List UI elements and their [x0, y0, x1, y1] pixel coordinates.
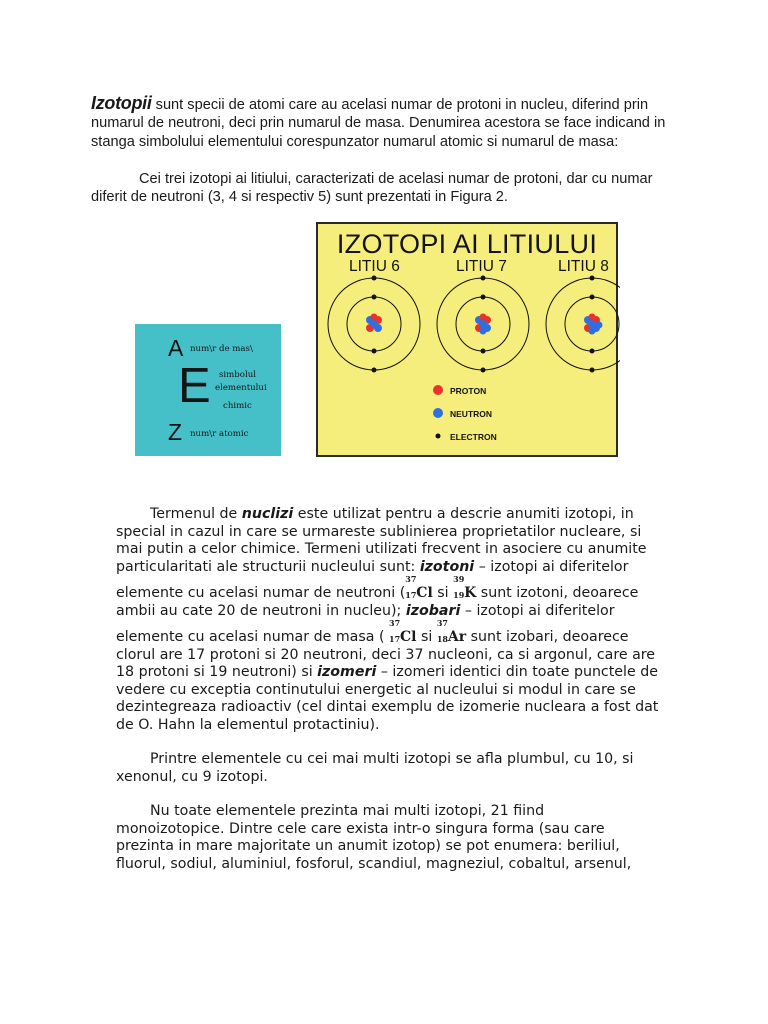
lithium-isotopes-figure [316, 222, 618, 457]
text: Nu toate elementele prezinta mai multi izotopi, 21 fiind [150, 803, 545, 819]
text: 18 protoni si 19 neutroni) si [116, 664, 318, 680]
text: xenonul, cu 9 izotopi. [116, 768, 268, 785]
text: si [416, 629, 437, 645]
isotope-label-li7: LITIU 7 [456, 258, 507, 275]
mass-number: 37 [436, 618, 448, 628]
nucleus-li6 [366, 314, 382, 333]
lithium-intro-paragraph [91, 170, 691, 207]
text: sunt izobari, deoarece [466, 629, 629, 645]
nucleus-li7 [475, 314, 491, 335]
atomic-number-label: num\r atomic [190, 429, 249, 439]
atomic-number: 17 [389, 634, 401, 644]
keyword-izomeri: izomeri [317, 664, 377, 680]
text: mai putin a celor chimice. Termeni utilizati frecvent in asociere cu anumite [116, 541, 647, 557]
intro-text: sunt specii de atomi care au acelasi numar de protoni in nucleu, diferind prin numarul de neutroni, deci prin numarul de masa. Denumirea acestora se face indicand in stanga simbolului elementului corespunzator numarul atomic si numarul de masa: [91, 97, 666, 150]
atom-li8 [546, 278, 620, 370]
text: si [432, 585, 454, 601]
isotope-label-li8: LITIU 8 [558, 258, 609, 275]
text: de O. Hahn la elementul protactiniu). [116, 716, 380, 733]
legend-neutron-icon [433, 408, 443, 418]
lithium-intro-text: Cei trei izotopi ai litiului, caracterizati de acelasi numar de protoni, dar cu numar diferit de neutroni (3, 4 si respectiv 5) sunt prezentati in Figura 2. [91, 171, 653, 206]
mass-number: 37 [389, 618, 401, 628]
legend-neutron-label: NEUTRON [450, 409, 493, 419]
text: – izotopi ai diferitelor [474, 558, 629, 575]
figure-title: IZOTOPI AI LITIULUI [336, 229, 598, 259]
atomic-number: 18 [436, 634, 448, 644]
atomic-number: 17 [405, 590, 417, 600]
atomic-number: 19 [453, 590, 465, 600]
mass-number: 37 [405, 574, 417, 584]
text: Termenul de [150, 506, 242, 522]
lead-paragraph [116, 751, 676, 786]
text: special in cazul in care se urmareste sublinierea proprietatilor nucleare, si [116, 523, 642, 540]
element-symbol: Cl [416, 585, 433, 601]
nucleus-li8 [584, 314, 603, 335]
text: prezinta in mare majoritate un anumit izotop) se pot enumera: beriliul, [116, 838, 620, 854]
text: fluorul, sodiul, aluminiul, fosforul, scandiul, magneziul, cobaltul, arsenul, [116, 855, 632, 872]
text: dezintegreaza radioactiv (cel dintai exemplu de izomerie nucleara a fost dat [116, 699, 659, 715]
text: ambii au cate 20 de neutroni in nucleu); [116, 602, 406, 619]
body-text [116, 506, 676, 873]
text: clorul are 17 protoni si 20 neutroni, deci 37 nucleoni, ca si argonul, care are [116, 646, 656, 663]
nuclide-cl37-b [389, 618, 417, 647]
legend-electron-icon [436, 434, 441, 439]
isotope-label-li6: LITIU 6 [349, 258, 400, 275]
text: vedere cu exceptia continutului energetic al nucleului si modul in care se [116, 681, 636, 698]
element-symbol-label-3: chimic [223, 401, 252, 411]
element-symbol: Ar [447, 629, 467, 645]
element-symbol: Cl [400, 629, 417, 645]
element-symbol-label-1: simbolul [219, 370, 257, 380]
legend-proton-icon [433, 385, 443, 395]
keyword-izobari: izobari [405, 602, 461, 619]
nuclide-ar37 [436, 618, 467, 647]
mono-paragraph [116, 803, 676, 873]
nuclide-k39 [453, 574, 477, 603]
atomic-number-letter: Z [168, 419, 183, 445]
text: monoizotopice. Dintre cele care exista intr-o singura forma (sau care [116, 820, 605, 837]
aez-notation-figure [135, 324, 281, 456]
element-symbol: K [464, 585, 477, 601]
text: – izomeri identici din toate punctele de [376, 664, 658, 680]
nuclide-cl37 [405, 574, 433, 603]
text: elemente cu acelasi numar de masa ( [116, 629, 389, 645]
mass-number-letter: A [168, 335, 184, 361]
element-symbol-label-2: elementului [215, 383, 267, 393]
text: sunt izotoni, deoarece [476, 585, 639, 601]
mass-number: 39 [453, 574, 465, 584]
legend-proton-label: PROTON [450, 386, 487, 396]
text: este utilizat pentru a descrie anumiti izotopi, in [293, 506, 634, 522]
mass-number-label: num\r de mas\ [190, 344, 253, 354]
legend-electron-label: ELECTRON [450, 432, 497, 442]
text: Printre elementele cu cei mai multi izotopi se afla plumbul, cu 10, si [150, 751, 634, 767]
intro-paragraph [91, 94, 691, 151]
nuclides-paragraph [116, 506, 676, 734]
element-symbol-letter: E [178, 359, 211, 413]
atom-diagrams [318, 224, 620, 459]
text: elemente cu acelasi numar de neutroni ( [116, 585, 406, 601]
keyword-nuclizi: nuclizi [241, 506, 294, 522]
term-izotopii: Izotopii [91, 93, 152, 113]
text: – izotopi ai diferitelor [460, 602, 615, 619]
text: particularitati ale structurii nucleului sunt: [116, 558, 420, 575]
keyword-izotoni: izotoni [419, 558, 475, 575]
